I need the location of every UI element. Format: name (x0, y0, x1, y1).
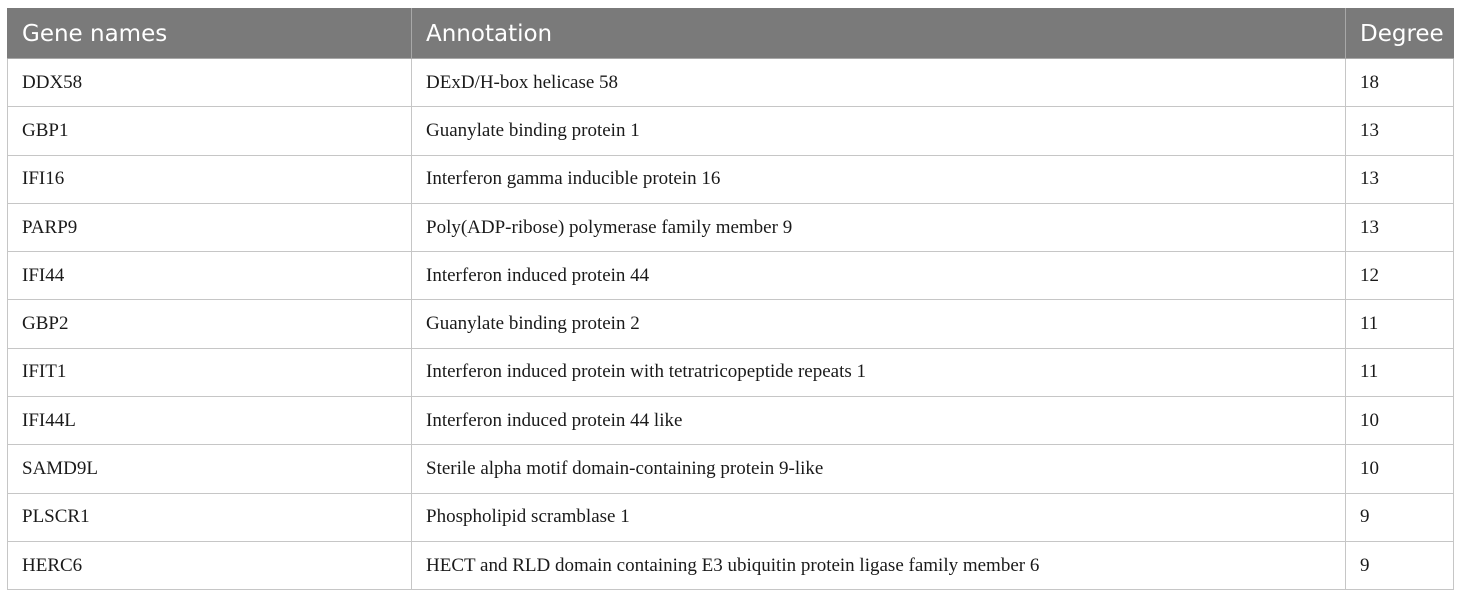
cell-degree: 13 (1346, 203, 1454, 251)
cell-degree: 12 (1346, 252, 1454, 300)
table-row (8, 348, 1454, 396)
table-row (8, 155, 1454, 203)
cell-gene: IFI16 (8, 155, 412, 203)
table-header-row (8, 9, 1454, 59)
cell-annotation: Guanylate binding protein 2 (412, 300, 1346, 348)
gene-table (7, 8, 1454, 590)
cell-gene: PLSCR1 (8, 493, 412, 541)
cell-degree: 9 (1346, 541, 1454, 589)
cell-annotation: Sterile alpha motif domain-containing protein 9-like (412, 445, 1346, 493)
cell-gene: IFIT1 (8, 348, 412, 396)
cell-gene: PARP9 (8, 203, 412, 251)
table-row (8, 397, 1454, 445)
cell-annotation: Interferon induced protein with tetratricopeptide repeats 1 (412, 348, 1346, 396)
cell-annotation: Guanylate binding protein 1 (412, 107, 1346, 155)
header-annotation: Annotation (412, 9, 1346, 59)
cell-gene: SAMD9L (8, 445, 412, 493)
cell-annotation: Interferon induced protein 44 like (412, 397, 1346, 445)
cell-gene: GBP2 (8, 300, 412, 348)
cell-gene: IFI44L (8, 397, 412, 445)
header-gene-names: Gene names (8, 9, 412, 59)
cell-degree: 11 (1346, 348, 1454, 396)
gene-table-container (7, 8, 1453, 590)
table-row (8, 541, 1454, 589)
cell-annotation: Phospholipid scramblase 1 (412, 493, 1346, 541)
cell-degree: 10 (1346, 445, 1454, 493)
cell-annotation: Interferon induced protein 44 (412, 252, 1346, 300)
cell-gene: HERC6 (8, 541, 412, 589)
cell-annotation: DExD/H-box helicase 58 (412, 59, 1346, 107)
cell-gene: IFI44 (8, 252, 412, 300)
table-row (8, 300, 1454, 348)
table-row (8, 445, 1454, 493)
table-row (8, 59, 1454, 107)
table-row (8, 203, 1454, 251)
cell-gene: GBP1 (8, 107, 412, 155)
cell-degree: 10 (1346, 397, 1454, 445)
cell-degree: 13 (1346, 155, 1454, 203)
table-row (8, 107, 1454, 155)
cell-degree: 13 (1346, 107, 1454, 155)
header-degree: Degree (1346, 9, 1454, 59)
cell-annotation: Poly(ADP-ribose) polymerase family member 9 (412, 203, 1346, 251)
cell-degree: 18 (1346, 59, 1454, 107)
cell-gene: DDX58 (8, 59, 412, 107)
table-row (8, 252, 1454, 300)
cell-annotation: Interferon gamma inducible protein 16 (412, 155, 1346, 203)
cell-degree: 11 (1346, 300, 1454, 348)
cell-degree: 9 (1346, 493, 1454, 541)
cell-annotation: HECT and RLD domain containing E3 ubiquitin protein ligase family member 6 (412, 541, 1346, 589)
table-row (8, 493, 1454, 541)
